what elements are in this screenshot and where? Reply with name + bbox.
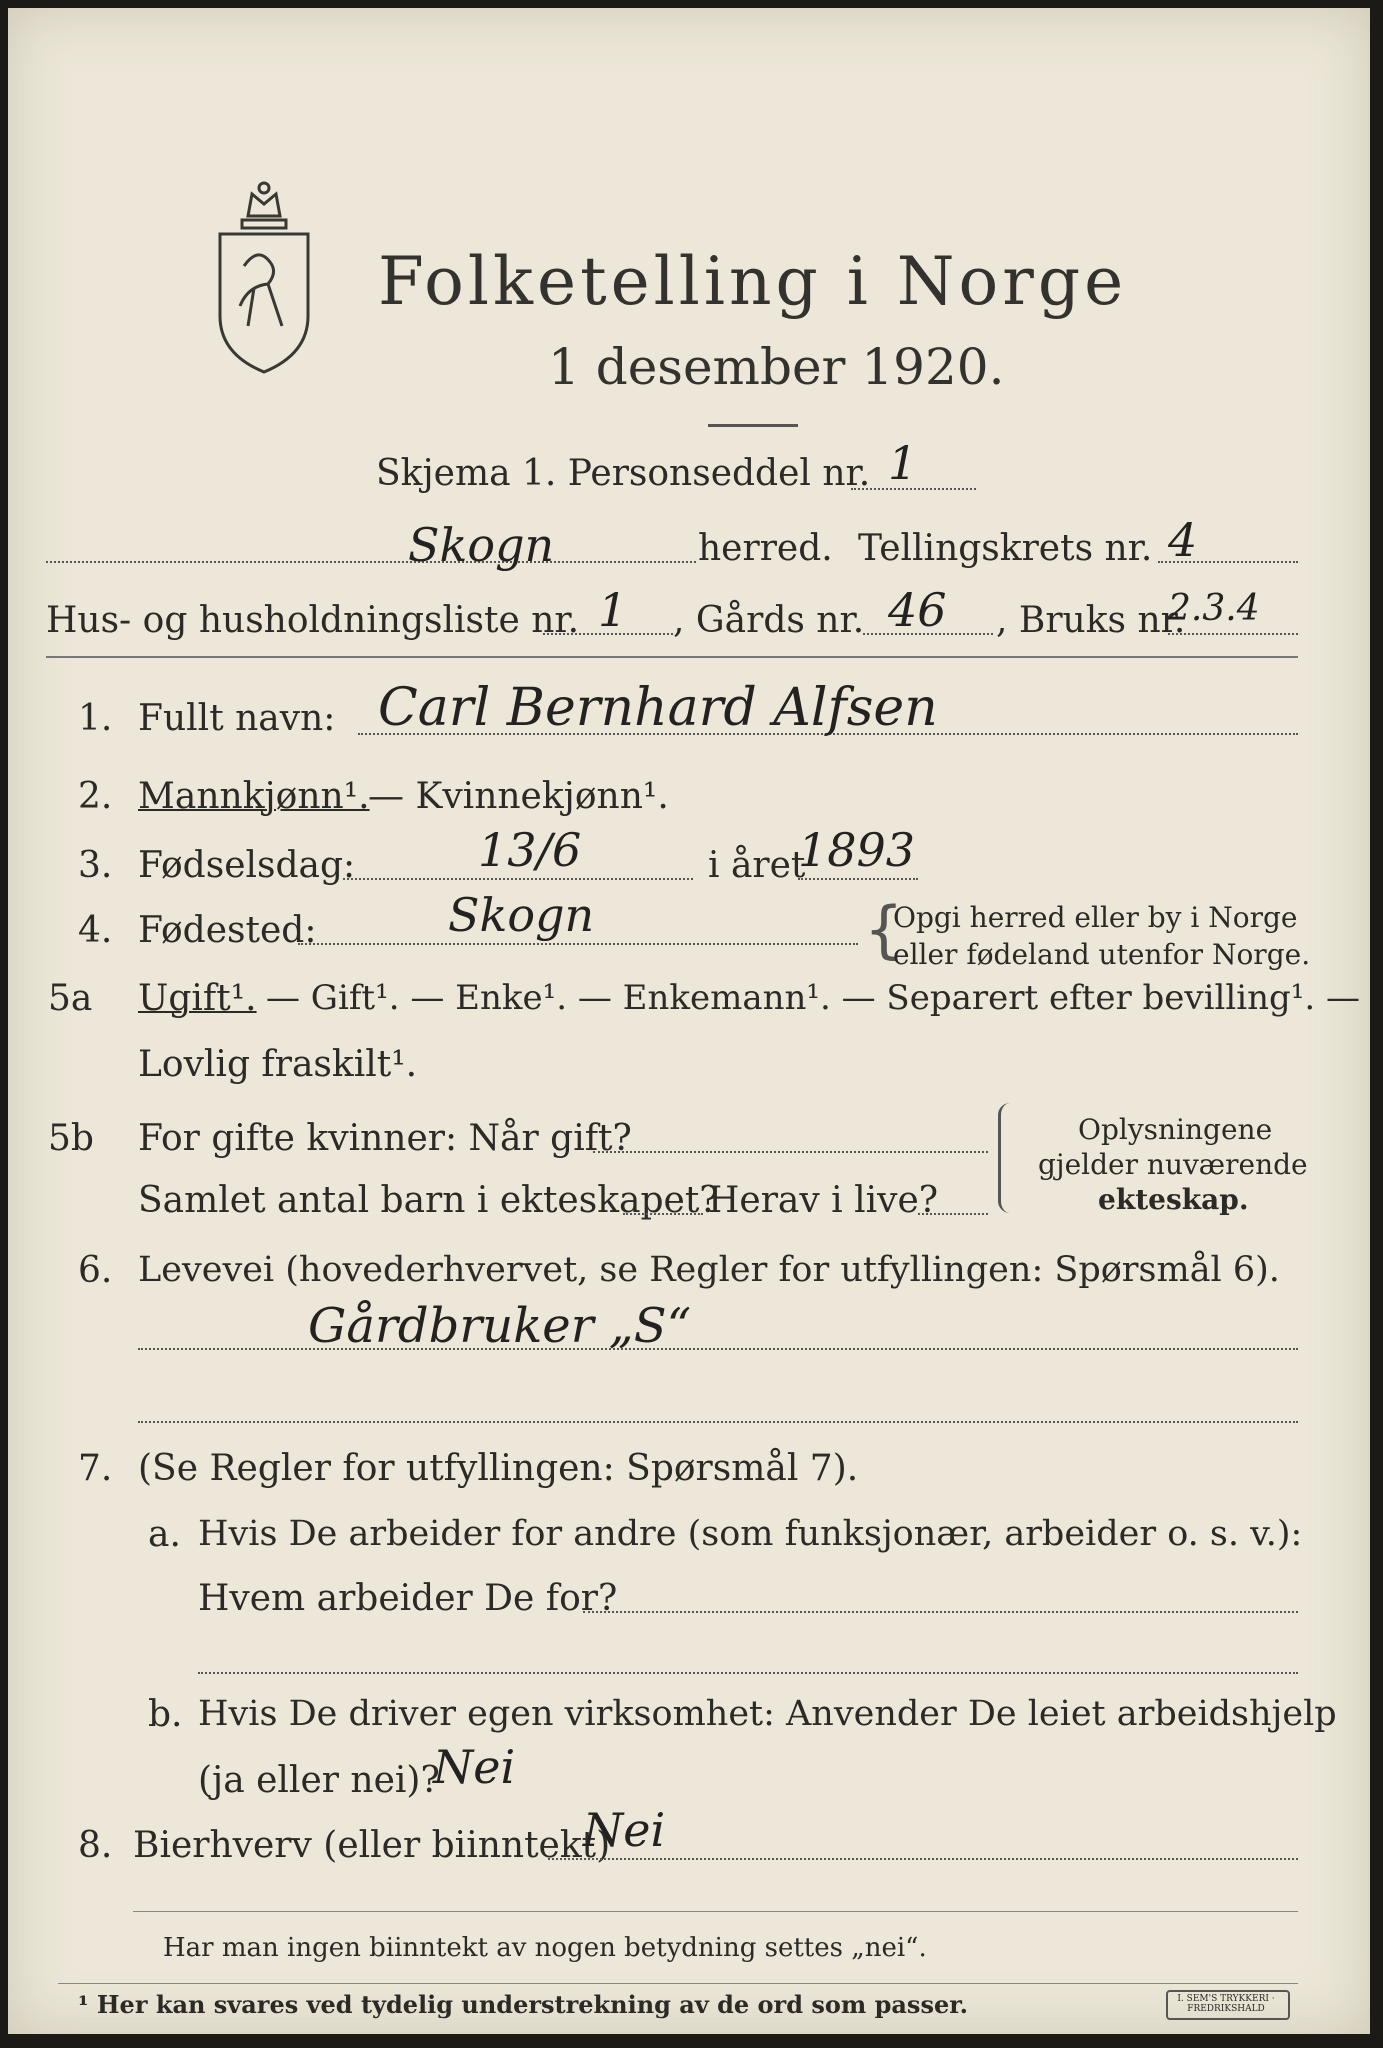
- q7b-label-2: (ja eller nei)?: [198, 1760, 440, 1801]
- marriage-note-1: Oplysningene: [1078, 1113, 1273, 1146]
- q7b-label: Hvis De driver egen virksomhet: Anvender De leiet arbeidshjelp: [198, 1694, 1337, 1734]
- q5a-number: 5a: [48, 978, 93, 1019]
- q5b-number: 5b: [48, 1118, 94, 1159]
- married-when-label: For gifte kvinner: Når gift?: [138, 1118, 632, 1159]
- footer-rule: [58, 1983, 1298, 1984]
- q8-label: Bierhverv (eller biinntekt): [133, 1825, 611, 1866]
- q6-number: 6.: [78, 1250, 113, 1291]
- herred-label: herred.: [698, 528, 833, 569]
- q8-number: 8.: [78, 1825, 113, 1866]
- q7-label: (Se Regler for utfyllingen: Spørsmål 7).: [138, 1448, 859, 1489]
- birthplace-note-1: Opgi herred eller by i Norge: [893, 901, 1298, 934]
- marital-options: — Gift¹. — Enke¹. — Enkemann¹. — Separert efter bevilling¹. —: [266, 978, 1361, 1018]
- children-label: Samlet antal barn i ekteskapet?: [138, 1180, 719, 1221]
- side-income-value: Nei: [583, 1803, 666, 1857]
- bruks-label: , Bruks nr.: [996, 600, 1186, 641]
- footer-note: Har man ingen biinntekt av nogen betydning settes „nei“.: [163, 1933, 927, 1963]
- q6-label: Levevei (hovederhvervet, se Regler for utfyllingen: Spørsmål 6).: [138, 1250, 1280, 1290]
- full-name-value: Carl Bernhard Alfsen: [378, 678, 938, 738]
- q3-label: Fødselsdag:: [138, 845, 356, 886]
- q4-label: Fødested:: [138, 910, 317, 951]
- personseddel-number: 1: [888, 436, 918, 490]
- q3-number: 3.: [78, 845, 113, 886]
- schema-label: Skjema 1. Personseddel nr.: [376, 453, 871, 494]
- header-divider: [46, 656, 1298, 658]
- unmarried-option-selected: Ugift¹.: [138, 978, 257, 1019]
- birth-year-value: 1893: [798, 823, 916, 877]
- q4-number: 4.: [78, 910, 113, 951]
- birthplace-value: Skogn: [448, 888, 595, 942]
- q2-number: 2.: [78, 776, 113, 817]
- q7b-number: b.: [148, 1694, 183, 1735]
- q1-label: Fullt navn:: [138, 698, 336, 739]
- herred-value: Skogn: [408, 518, 555, 572]
- census-date: 1 desember 1920.: [548, 338, 1005, 396]
- birthday-value: 13/6: [478, 823, 582, 877]
- footer-divider: [133, 1911, 1298, 1912]
- divorced-option: Lovlig fraskilt¹.: [138, 1044, 418, 1085]
- household-label: Hus- og husholdningsliste nr.: [46, 600, 580, 641]
- printer-stamp-text: I. SEM'S TRYKKERI · FREDRIKSHALD: [1177, 1994, 1275, 2014]
- marriage-note-3: ekteskap.: [1098, 1183, 1249, 1216]
- household-number: 1: [598, 583, 628, 637]
- q7-number: 7.: [78, 1448, 113, 1489]
- paren-bracket: [998, 1103, 1015, 1213]
- census-form: [8, 8, 1370, 2034]
- q1-number: 1.: [78, 698, 113, 739]
- q7a-label: Hvis De arbeider for andre (som funksjonær, arbeider o. s. v.):: [198, 1514, 1303, 1554]
- gards-label: , Gårds nr.: [673, 600, 865, 641]
- form-title: Folketelling i Norge: [378, 243, 1128, 320]
- birthplace-note-2: eller fødeland utenfor Norge.: [893, 938, 1311, 971]
- year-label: i året: [708, 845, 806, 886]
- bruks-number: 2.3.4: [1168, 588, 1260, 629]
- footnote: ¹ Her kan svares ved tydelig understrekning av de ord som passer.: [78, 1990, 969, 2019]
- alive-label: Herav i live?: [708, 1180, 939, 1221]
- title-rule: [708, 424, 798, 427]
- tellingskrets-value: 4: [1168, 513, 1198, 567]
- tellingskrets-label: Tellingskrets nr.: [858, 528, 1153, 569]
- occupation-value: Gårdbruker „S“: [308, 1298, 692, 1354]
- marriage-note-2: gjelder nuværende: [1038, 1148, 1308, 1181]
- coat-of-arms-icon: [208, 176, 320, 376]
- male-option-selected: Mannkjønn¹.: [138, 776, 370, 817]
- gards-number: 46: [888, 583, 947, 637]
- hired-help-value: Nei: [433, 1740, 516, 1794]
- q7a-number: a.: [148, 1514, 181, 1555]
- brace: {: [864, 893, 904, 966]
- female-option: — Kvinnekjønn¹.: [368, 776, 669, 817]
- q7a-label-2: Hvem arbeider De for?: [198, 1578, 618, 1619]
